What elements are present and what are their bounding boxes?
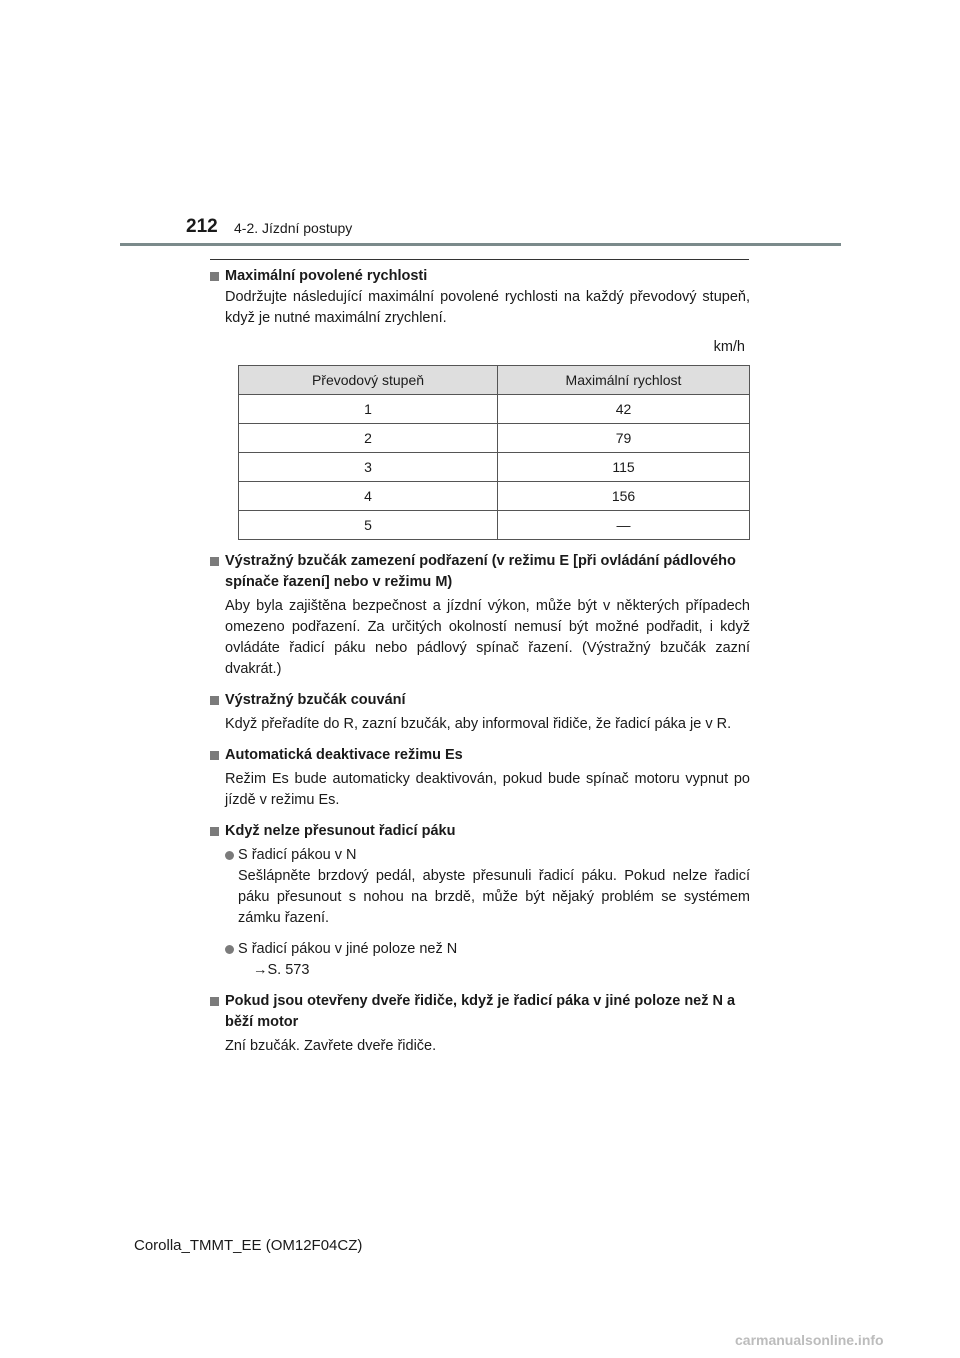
table-header-speed: Maximální rychlost — [498, 366, 750, 395]
heading-text: Pokud jsou otevřeny dveře řidiče, když je řadicí páka v jiné poloze než N a běží motor — [225, 993, 736, 1030]
speed-cell: 156 — [498, 482, 750, 511]
reverse-buzzer-heading — [210, 690, 750, 711]
bullet-title: S řadicí pákou v jiné poloze než N — [238, 941, 458, 957]
page-number: 212 — [186, 216, 218, 237]
table-row — [239, 424, 750, 453]
heading-text: Když nelze přesunout řadicí páku — [225, 823, 456, 839]
table-row — [239, 482, 750, 511]
gear-cell: 3 — [239, 453, 498, 482]
speed-unit: km/h — [713, 339, 745, 355]
square-bullet-icon — [210, 272, 219, 281]
square-bullet-icon — [210, 751, 219, 760]
downshift-buzzer-heading — [210, 551, 750, 593]
square-bullet-icon — [210, 997, 219, 1006]
downshift-buzzer-text: Aby byla zajištěna bezpečnost a jízdní výkon, může být v některých případech omezeno podřazení. Za určitých okolností nemusí být možné podřadit, i když ovládáte řadicí páku nebo pádlový spínač řazení. (Výstražný bzučák zazní dvakrát.) — [225, 598, 750, 677]
gear-cell: 4 — [239, 482, 498, 511]
round-bullet-icon — [225, 945, 234, 954]
square-bullet-icon — [210, 827, 219, 836]
gear-cell: 5 — [239, 511, 498, 540]
table-row — [239, 511, 750, 540]
speed-cell: 79 — [498, 424, 750, 453]
es-deactivation-text: Režim Es bude automaticky deaktivován, pokud bude spínač motoru vypnut po jízdě v režimu Es. — [225, 771, 750, 808]
bullet-text: Sešlápněte brzdový pedál, abyste přesunuli řadicí páku. Pokud nelze řadicí páku přesunout s nohou na brzdě, může být nějaký problém se systémem zámku řazení. — [238, 868, 750, 926]
section-title: 4-2. Jízdní postupy — [234, 220, 353, 236]
content — [210, 266, 750, 1057]
header-rule — [120, 243, 841, 246]
table-header-row — [239, 366, 750, 395]
round-bullet-icon — [225, 851, 234, 860]
shift-lever-heading — [210, 821, 750, 842]
gear-cell: 1 — [239, 395, 498, 424]
gear-cell: 2 — [239, 424, 498, 453]
top-rule — [210, 259, 749, 260]
speed-cell: 42 — [498, 395, 750, 424]
door-open-text: Zní bzučák. Zavřete dveře řidiče. — [225, 1038, 437, 1054]
shift-lever-bullet-n — [210, 845, 750, 929]
speed-table — [238, 365, 750, 540]
table-header-gear: Převodový stupeň — [239, 366, 498, 395]
watermark: carmanualsonline.info — [735, 1332, 884, 1348]
table-row — [239, 453, 750, 482]
max-speeds-text: Dodržujte následující maximální povolené rychlosti na každý převodový stupeň, když je nutné maximální zrychlení. — [225, 289, 750, 326]
shift-lever-bullet-other — [210, 939, 750, 981]
door-open-heading — [210, 991, 750, 1033]
max-speeds-heading — [210, 266, 750, 287]
square-bullet-icon — [210, 557, 219, 566]
bullet-title: S řadicí pákou v N — [238, 847, 357, 863]
heading-text: Výstražný bzučák zamezení podřazení (v režimu E [při ovládání pádlového spínače řazení] nebo v režimu M) — [225, 553, 736, 590]
footer-model: Corolla_TMMT_EE (OM12F04CZ) — [134, 1237, 363, 1254]
page-reference-link[interactable]: →S. 573 — [253, 962, 310, 978]
es-deactivation-heading — [210, 745, 750, 766]
square-bullet-icon — [210, 696, 219, 705]
reverse-buzzer-text: Když přeřadíte do R, zazní bzučák, aby informoval řidiče, že řadicí páka je v R. — [225, 716, 732, 732]
table-row — [239, 395, 750, 424]
heading-text: Výstražný bzučák couvání — [225, 692, 406, 708]
heading-text: Maximální povolené rychlosti — [225, 268, 428, 284]
speed-cell: 115 — [498, 453, 750, 482]
heading-text: Automatická deaktivace režimu Es — [225, 747, 463, 763]
speed-cell: — — [498, 511, 750, 540]
